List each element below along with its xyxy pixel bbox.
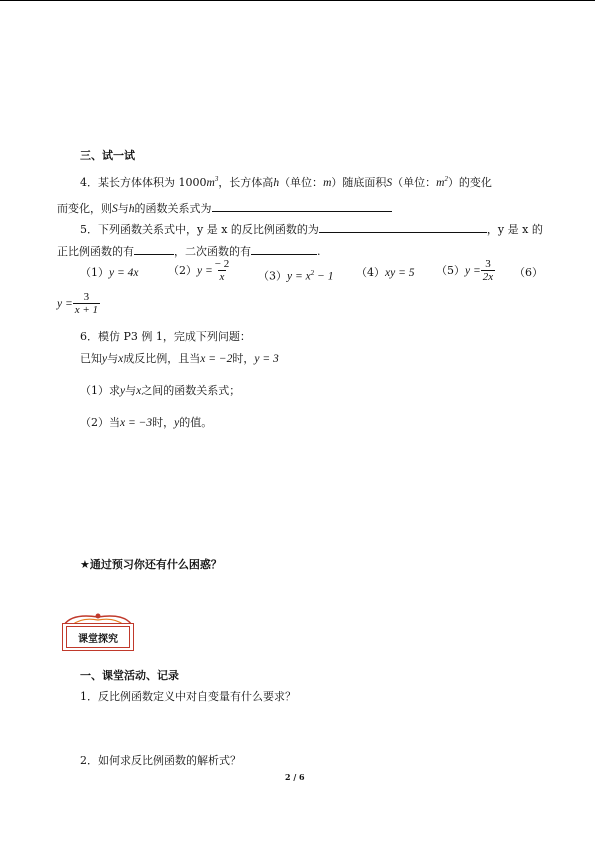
option-6-fraction: $\frac{3}{x + 1}$ [74, 291, 99, 316]
question-4-line-2: 而变化，则S与h的函数关系式为 [57, 200, 392, 216]
question-6-line-1: 6．模仿 P3 例 1，完成下列问题： [80, 330, 251, 343]
option-2: （2） y = $\frac{- 2}{x}$ [168, 258, 230, 283]
question-6-sub-1: （1）求y与x之间的函数关系式； [80, 384, 241, 397]
unit-m2: $m^2$ [436, 175, 448, 189]
answer-blank-q4[interactable] [212, 200, 392, 212]
answer-blank-direct[interactable] [134, 243, 174, 255]
question-6-sub-2: （2）当x = −3时，y的值。 [80, 416, 213, 429]
option-2-fraction: $\frac{- 2}{x}$ [214, 258, 230, 283]
class-question-1: 1．反比例函数定义中对自变量有什么要求？ [80, 690, 296, 703]
option-5-fraction: $\frac{3}{2x}$ [482, 258, 494, 283]
answer-blank-inverse[interactable] [319, 221, 487, 233]
option-1: （1）y = 4x [80, 266, 139, 279]
question-5-line-1: 5．下列函数关系式中，y 是 x 的反比例函数的为 ，y 是 x 的 [80, 223, 543, 236]
question-5-line-2: 正比例函数的有 ，二次函数的有 . [57, 245, 321, 258]
class-question-2: 2．如何求反比例函数的解析式？ [80, 754, 241, 767]
top-border-line [0, 0, 595, 1]
preview-question: ★通过预习你还有什么困惑？ [80, 558, 222, 571]
question-6-line-2: 已知y与x成反比例，且当x = −2时，y = 3 [80, 352, 279, 365]
section-heading-class-activity: 一、课堂活动、记录 [80, 669, 179, 682]
page-number: 2 / 6 [285, 772, 305, 782]
option-3: $(3)y = x^2 - 1$ [258, 269, 334, 283]
option-5: （5） y = $\frac{3}{2x}$ [436, 258, 494, 283]
section-heading-try: 三、试一试 [80, 149, 135, 162]
badge-label: 课堂探究 [66, 626, 130, 648]
option-6: y = $\frac{3}{x + 1}$ [57, 291, 99, 316]
class-explore-badge [62, 611, 134, 651]
option-6-label: （6） [514, 266, 543, 279]
question-4-line-1: 4．某长方体体积为 $1000m^3$，长方体高h（单位：m）随底面积S（单位：$m^2$）的变化 [80, 175, 492, 189]
unit-m3: $m^3$ [206, 175, 219, 189]
option-4: （4）xy = 5 [356, 266, 415, 279]
answer-blank-quadratic[interactable] [251, 243, 317, 255]
